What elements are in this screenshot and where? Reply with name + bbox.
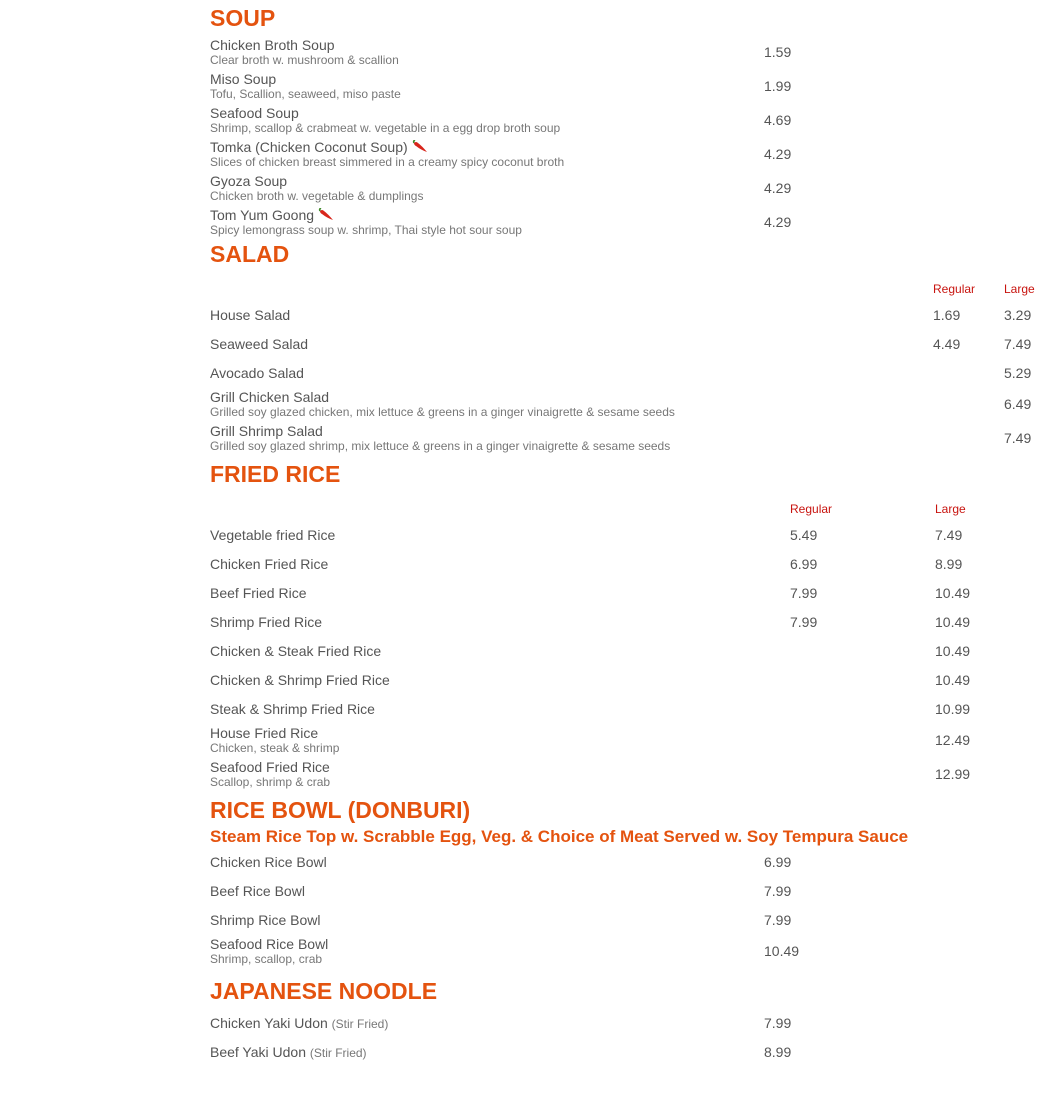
item-price-regular: 6.99 [790, 556, 818, 572]
item-name: Tom Yum Goong [210, 207, 315, 223]
menu-item [210, 301, 1060, 330]
item-name: Chicken Yaki Udon [210, 1015, 328, 1031]
item-name: Grill Chicken Salad [210, 389, 330, 405]
menu-item [210, 579, 1060, 608]
item-price-large: 10.49 [935, 672, 971, 688]
item-name: Chicken Fried Rice [210, 556, 329, 572]
menu-item [210, 104, 1060, 138]
menu-item [210, 36, 1060, 70]
item-price: 4.29 [764, 180, 792, 196]
menu-item [210, 138, 1060, 172]
item-name: Miso Soup [210, 71, 277, 87]
menu-item [210, 1038, 1060, 1067]
salad-list [210, 301, 1060, 456]
item-description: Slices of chicken breast simmered in a creamy spicy coconut broth [210, 155, 565, 169]
item-price-large: 5.29 [1004, 365, 1032, 381]
item-name-wrap [210, 1044, 367, 1061]
item-name-wrap [210, 207, 335, 223]
item-name-wrap [210, 139, 429, 155]
item-price-large: 7.49 [935, 527, 963, 543]
menu-item [210, 330, 1060, 359]
item-price: 7.99 [764, 883, 792, 899]
item-price: 4.29 [764, 214, 792, 230]
item-price-large: 10.49 [935, 614, 971, 630]
item-description: Chicken, steak & shrimp [210, 741, 340, 755]
section-subtitle-rice-bowl: Steam Rice Top w. Scrabble Egg, Veg. & Choice of Meat Served w. Soy Tempura Sauce [210, 827, 909, 846]
item-price: 4.29 [764, 146, 792, 162]
item-description: Tofu, Scallion, seaweed, miso paste [210, 87, 401, 101]
menu-item [210, 1009, 1060, 1038]
section-title-fried-rice: FRIED RICE [210, 461, 341, 487]
item-name: House Salad [210, 307, 291, 323]
chili-pepper-icon [317, 208, 335, 222]
item-price-regular: 5.49 [790, 527, 818, 543]
column-header-large: Large [1004, 282, 1035, 296]
menu-item [210, 359, 1060, 388]
menu-item [210, 848, 1060, 877]
item-price-large: 12.49 [935, 732, 971, 748]
column-header-regular: Regular [790, 502, 833, 516]
item-price: 1.99 [764, 78, 792, 94]
item-name-wrap [210, 1015, 388, 1032]
fried-rice-list [210, 521, 1060, 792]
menu-item [210, 422, 1060, 456]
item-description: Chicken broth w. vegetable & dumplings [210, 189, 424, 203]
item-name: Chicken & Steak Fried Rice [210, 643, 382, 659]
menu-item [210, 550, 1060, 579]
item-price-large: 12.99 [935, 766, 971, 782]
item-description: Spicy lemongrass soup w. shrimp, Thai style hot sour soup [210, 223, 522, 237]
menu-item [210, 877, 1060, 906]
column-headers [210, 272, 1060, 301]
item-name: Chicken Rice Bowl [210, 854, 327, 870]
item-description: Shrimp, scallop, crab [210, 952, 323, 966]
item-price-large: 7.49 [1004, 336, 1032, 352]
item-name: Seaweed Salad [210, 336, 309, 352]
menu-item [210, 608, 1060, 637]
menu-item [210, 906, 1060, 935]
menu-item [210, 206, 1060, 240]
item-price: 4.69 [764, 112, 792, 128]
section-title-soup: SOUP [210, 5, 276, 31]
item-name: Seafood Rice Bowl [210, 936, 329, 952]
item-name: Beef Rice Bowl [210, 883, 305, 899]
item-name: Shrimp Rice Bowl [210, 912, 321, 928]
item-name: Seafood Fried Rice [210, 759, 330, 775]
item-name: Chicken Broth Soup [210, 37, 335, 53]
menu-item [210, 935, 1060, 969]
item-price-large: 8.99 [935, 556, 963, 572]
item-price-large: 7.49 [1004, 430, 1032, 446]
item-description: Shrimp, scallop & crabmeat w. vegetable in a egg drop broth soup [210, 121, 561, 135]
item-price: 6.99 [764, 854, 792, 870]
section-title-salad: SALAD [210, 241, 290, 267]
item-name: Beef Yaki Udon [210, 1044, 306, 1060]
item-description: Scallop, shrimp & crab [210, 775, 331, 789]
item-name: Seafood Soup [210, 105, 299, 121]
item-price-large: 10.49 [935, 643, 971, 659]
item-name: Gyoza Soup [210, 173, 288, 189]
item-price-large: 10.99 [935, 701, 971, 717]
item-price-regular: 7.99 [790, 585, 818, 601]
menu-item [210, 758, 1060, 792]
column-header-large: Large [935, 502, 966, 516]
menu-item [210, 695, 1060, 724]
item-price: 7.99 [764, 912, 792, 928]
item-price-regular: 4.49 [933, 336, 961, 352]
item-name: House Fried Rice [210, 725, 319, 741]
item-name: Shrimp Fried Rice [210, 614, 323, 630]
item-description: Grilled soy glazed chicken, mix lettuce & greens in a ginger vinaigrette & sesame seeds [210, 405, 675, 419]
column-header-regular: Regular [933, 282, 976, 296]
item-price-regular: 7.99 [790, 614, 818, 630]
item-price-regular: 1.69 [933, 307, 961, 323]
item-price-large: 3.29 [1004, 307, 1032, 323]
item-price-large: 10.49 [935, 585, 971, 601]
item-name: Vegetable fried Rice [210, 527, 336, 543]
item-note: (Stir Fried) [309, 1046, 367, 1060]
item-price: 10.49 [764, 943, 800, 959]
item-price: 7.99 [764, 1015, 792, 1031]
japanese-noodle-list [210, 1009, 1060, 1067]
item-name: Avocado Salad [210, 365, 304, 381]
section-title-rice-bowl: RICE BOWL (DONBURI) [210, 797, 471, 823]
menu-item [210, 70, 1060, 104]
menu-page [210, 0, 1060, 1067]
menu-item [210, 637, 1060, 666]
item-name: Tomka (Chicken Coconut Soup) [210, 139, 408, 155]
item-price-large: 6.49 [1004, 396, 1032, 412]
soup-list [210, 36, 1060, 240]
item-name: Chicken & Shrimp Fried Rice [210, 672, 390, 688]
item-price: 8.99 [764, 1044, 792, 1060]
rice-bowl-list [210, 848, 1060, 969]
item-name: Steak & Shrimp Fried Rice [210, 701, 375, 717]
item-description: Clear broth w. mushroom & scallion [210, 53, 399, 67]
previous-section-remnant [210, 0, 1060, 4]
menu-item [210, 521, 1060, 550]
item-name: Beef Fried Rice [210, 585, 307, 601]
item-description: Grilled soy glazed shrimp, mix lettuce & greens in a ginger vinaigrette & sesame seeds [210, 439, 671, 453]
menu-item [210, 388, 1060, 422]
item-note: (Stir Fried) [331, 1017, 389, 1031]
chili-pepper-icon [411, 140, 429, 154]
menu-item [210, 724, 1060, 758]
section-title-japanese-noodle: JAPANESE NOODLE [210, 978, 438, 1004]
item-price: 1.59 [764, 44, 792, 60]
item-name: Grill Shrimp Salad [210, 423, 323, 439]
menu-item [210, 172, 1060, 206]
column-headers [210, 492, 1060, 521]
menu-item [210, 666, 1060, 695]
